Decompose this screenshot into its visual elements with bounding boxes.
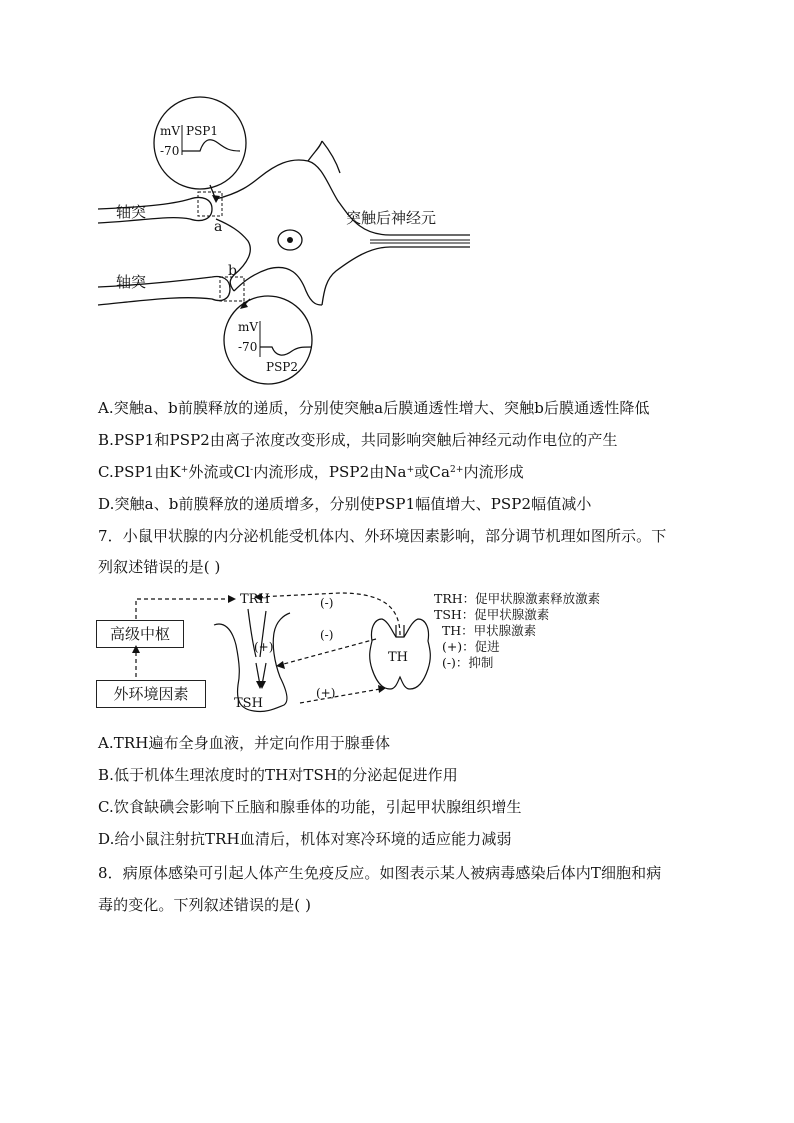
psp2-unit: mV xyxy=(238,320,259,334)
psp1-circle xyxy=(154,97,246,189)
q7-option-b: B.低于机体生理浓度时的TH对TSH的分泌起促进作用 xyxy=(98,766,458,784)
arrow-to-trh-icon xyxy=(228,595,236,603)
tsh-label: TSH xyxy=(234,696,263,711)
neuron-lower-right-outline xyxy=(322,247,470,305)
q7-stem-line2: 列叙述错误的是( ) xyxy=(98,558,221,576)
synapse-a-box xyxy=(198,192,222,216)
postsynaptic-label: 突触后神经元 xyxy=(346,209,437,227)
dendrite-top xyxy=(308,141,340,173)
psp1-unit: mV xyxy=(160,124,181,138)
q6-option-d: D.突触a、b前膜释放的递质增多，分别使PSP1幅值增大、PSP2幅值减小 xyxy=(98,495,592,513)
q6-option-a: A.突触a、b前膜释放的递质，分别使突触a后膜通透性增大、突触b后膜通透性降低 xyxy=(98,399,650,417)
legend-th: TH：甲状腺激素 xyxy=(434,623,537,638)
axon-lines xyxy=(370,235,470,247)
th-label: TH xyxy=(388,650,409,665)
legend-plus: (+)：促进 xyxy=(434,639,500,654)
high-center-box: 高级中枢 xyxy=(96,620,184,648)
q7-option-a: A.TRH遍布全身血液，并定向作用于腺垂体 xyxy=(98,734,391,752)
environment-box: 外环境因素 xyxy=(96,680,206,708)
psp2-label: PSP2 xyxy=(266,360,299,374)
q7-option-d: D.给小鼠注射抗TRH血清后，机体对寒冷环境的适应能力减弱 xyxy=(98,830,512,848)
legend-tsh: TSH：促甲状腺激素 xyxy=(434,607,550,622)
q6-option-c: C.PSP1由K+外流或Cl-内流形成，PSP2由Na+或$Ca^{2+}$内流形成 xyxy=(98,463,524,481)
plus-label-2: (+) xyxy=(316,686,336,700)
plus-label-1: (+) xyxy=(254,640,274,654)
synapse-b-label: b xyxy=(228,263,237,279)
q8-stem-line2: 毒的变化。下列叙述错误的是( ) xyxy=(98,896,312,914)
q7-stem-line1: 7．小鼠甲状腺的内分泌机能受机体内、外环境因素影响，部分调节机理如图所示。下 xyxy=(98,527,667,545)
synapse-a-label: a xyxy=(214,219,223,235)
axon-top-label: 轴突 xyxy=(116,203,147,221)
minus-label-1: (-) xyxy=(320,596,334,610)
neuron-synapse-figure xyxy=(90,95,470,385)
nucleolus xyxy=(287,237,293,243)
legend-minus: (-)：抑制 xyxy=(434,655,494,670)
axon-bottom-label: 轴突 xyxy=(116,273,147,291)
arrow-to-a-icon xyxy=(212,195,220,203)
legend-trh: TRH：促甲状腺激素释放激素 xyxy=(434,591,601,606)
psp1-label: PSP1 xyxy=(186,124,219,138)
trh-label: TRH xyxy=(240,592,270,607)
q7-option-c: C.饮食缺碘会影响下丘脑和腺垂体的功能，引起甲状腺组织增生 xyxy=(98,798,522,816)
arrow-env-to-center-icon xyxy=(132,645,140,653)
q8-stem-line1: 8．病原体感染可引起人体产生免疫反应。如图表示某人被病毒感染后体内T细胞和病 xyxy=(98,864,662,882)
q6-option-b: B.PSP1和PSP2由离子浓度改变形成，共同影响突触后神经元动作电位的产生 xyxy=(98,431,618,449)
hpt-axis-figure xyxy=(90,585,440,725)
psp1-rest: -70 xyxy=(160,144,180,158)
minus-label-2: (-) xyxy=(320,628,334,642)
psp2-rest: -70 xyxy=(238,340,258,354)
